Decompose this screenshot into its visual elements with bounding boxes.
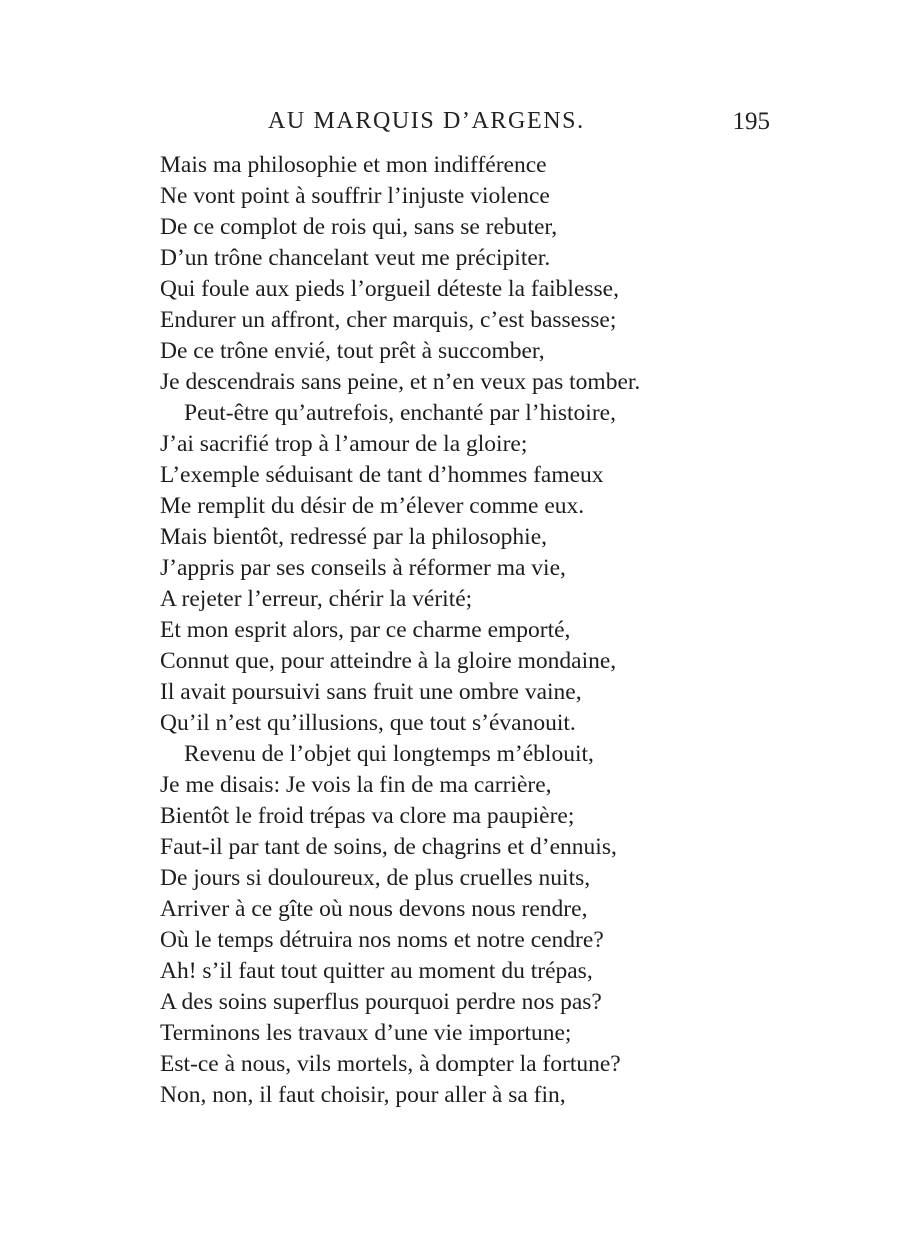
running-title: AU MARQUIS D’ARGENS. [268,108,585,134]
poem-line: Non, non, il faut choisir, pour aller à sa fin, [160,1082,566,1108]
poem-line: De jours si douloureux, de plus cruelles nuits, [160,865,591,891]
poem-line: J’ai sacrifié trop à l’amour de la gloire; [160,431,528,457]
poem-line: Je me disais: Je vois la fin de ma carrière, [160,772,552,798]
page-number: 195 [732,108,770,135]
poem-line: D’un trône chancelant veut me précipiter. [160,245,551,271]
poem-line: Qu’il n’est qu’illusions, que tout s’évanouit. [160,710,576,736]
poem-line: Mais bientôt, redressé par la philosophie, [160,524,548,550]
running-head [160,108,770,142]
poem-line: Bientôt le froid trépas va clore ma paupière; [160,803,575,829]
poem-line: Connut que, pour atteindre à la gloire mondaine, [160,648,617,674]
poem-line: Qui foule aux pieds l’orgueil déteste la faiblesse, [160,276,619,302]
poem-line: Je descendrais sans peine, et n’en veux pas tomber. [160,369,641,395]
poem-line: J’appris par ses conseils à réformer ma vie, [160,555,566,581]
poem-line: Revenu de l’objet qui longtemps m’éblouit, [184,741,594,767]
poem-body [160,150,720,1111]
poem-line: A rejeter l’erreur, chérir la vérité; [160,586,473,612]
poem-line: Ne vont point à souffrir l’injuste violence [160,183,550,209]
poem-line: Faut-il par tant de soins, de chagrins et d’ennuis, [160,834,617,860]
poem-line: A des soins superflus pourquoi perdre nos pas? [160,989,602,1015]
poem-line: Et mon esprit alors, par ce charme emporté, [160,617,571,643]
poem-line: Ah! s’il faut tout quitter au moment du trépas, [160,958,593,984]
poem-line: Me remplit du désir de m’élever comme eux. [160,493,585,519]
poem-line: L’exemple séduisant de tant d’hommes fameux [160,462,604,488]
poem-line: Terminons les travaux d’une vie importune; [160,1020,572,1046]
poem-line: Mais ma philosophie et mon indifférence [160,152,547,178]
poem-line: De ce complot de rois qui, sans se rebuter, [160,214,558,240]
poem-line: Il avait poursuivi sans fruit une ombre vaine, [160,679,582,705]
poem-line: Peut-être qu’autrefois, enchanté par l’histoire, [184,400,616,426]
poem-line: Où le temps détruira nos noms et notre cendre? [160,927,604,953]
poem-line: Arriver à ce gîte où nous devons nous rendre, [160,896,588,922]
poem-line: De ce trône envié, tout prêt à succomber, [160,338,545,364]
poem-line: Est-ce à nous, vils mortels, à dompter la fortune? [160,1051,621,1077]
poem-line: Endurer un affront, cher marquis, c’est bassesse; [160,307,617,333]
